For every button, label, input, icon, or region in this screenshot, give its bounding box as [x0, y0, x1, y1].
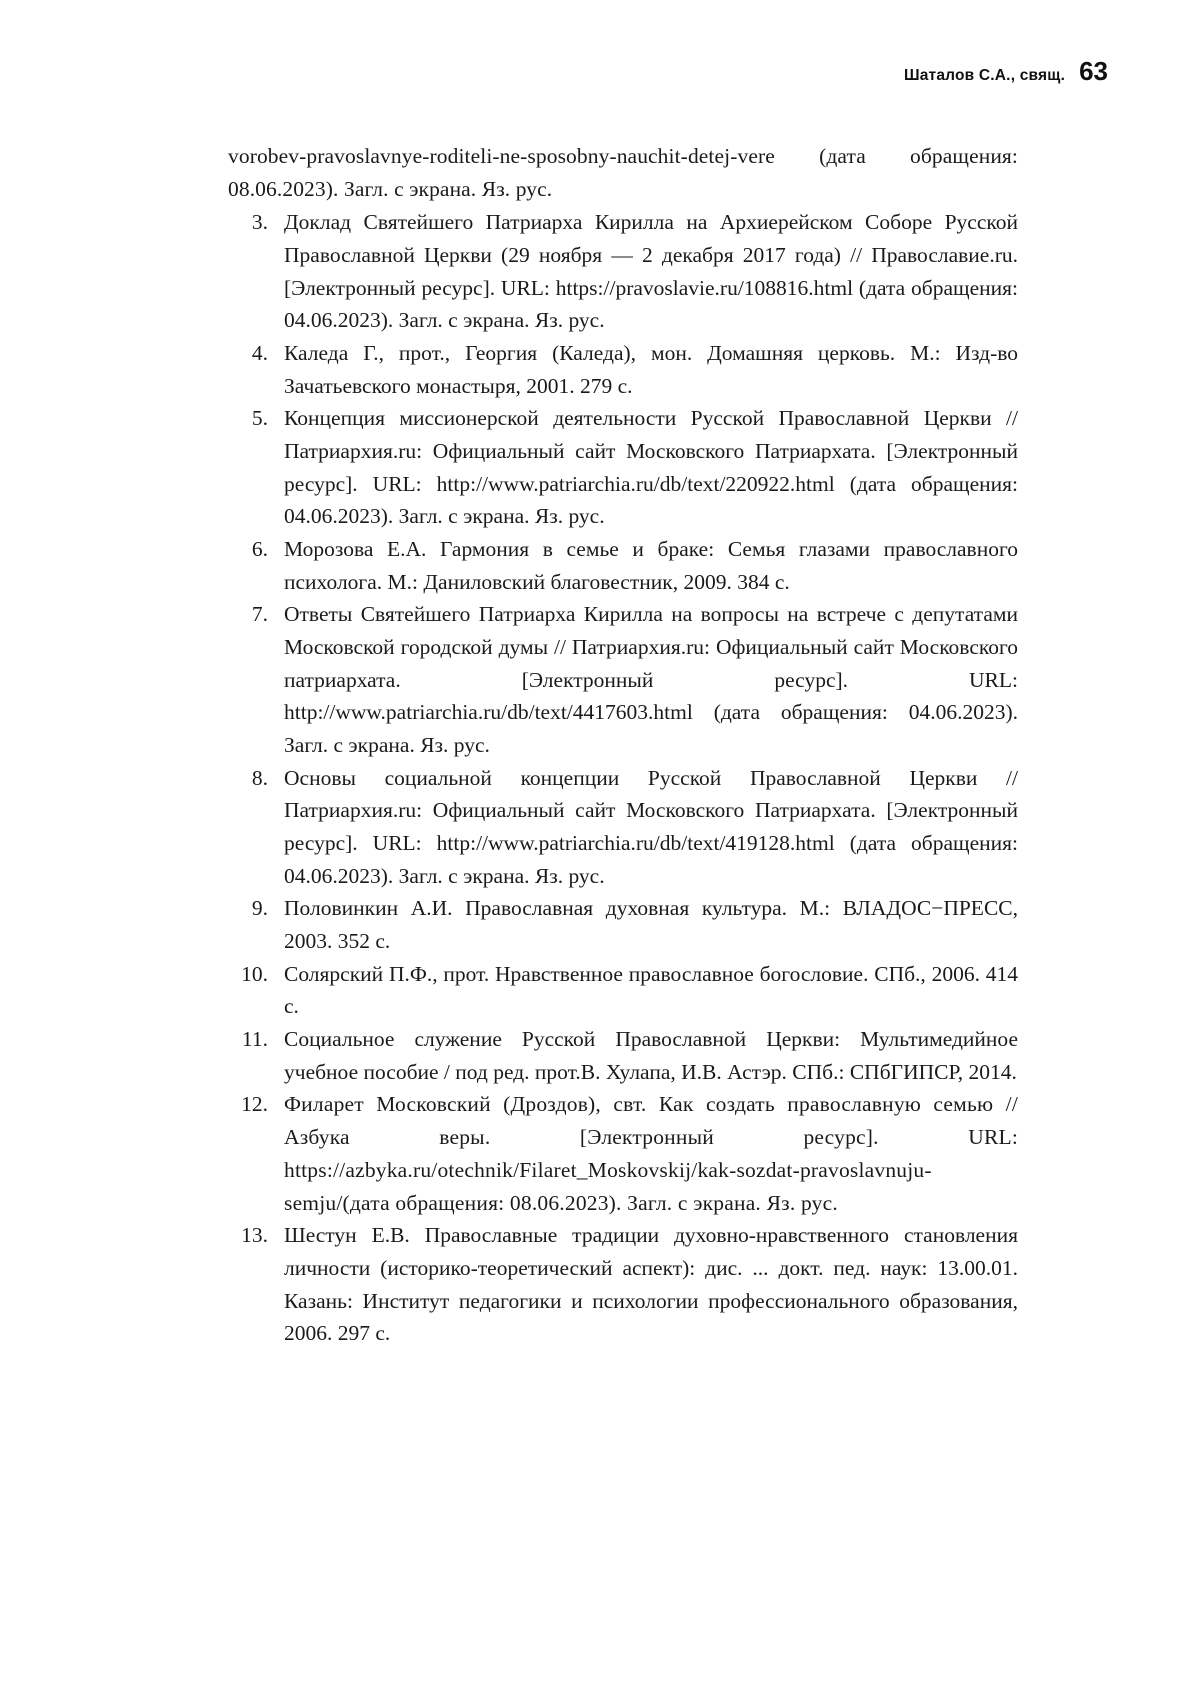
list-item-text: Каледа Г., прот., Георгия (Каледа), мон. Домашняя церковь. М.: Изд-во Зачатьевского монастыря, 2001. 279 с.: [284, 341, 1018, 398]
list-item-number: 9.: [251, 896, 268, 921]
list-item-number: 13.: [241, 1223, 268, 1248]
running-head: [904, 58, 1108, 85]
bibliography-list: [228, 140, 1018, 1350]
list-item: [228, 337, 1018, 402]
list-item-text: Доклад Святейшего Патриарха Кирилла на Архиерейском Соборе Русской Православной Церкви (29 ноября — 2 декабря 2017 года) // Православие.ru. [Электронный ресурс]. URL: https://pravoslavie.ru/108816.html (дата обращения: 04.06.2023). Загл. с экрана. Яз. рус.: [284, 210, 1018, 333]
list-item-number: 12.: [241, 1092, 268, 1117]
list-item: [228, 958, 1018, 1023]
list-item-text: Основы социальной концепции Русской Православной Церкви // Патриархия.ru: Официальный сайт Московского Патриархата. [Электронный ресурс]. URL: http://www.patriarchia.ru/db/text/419128.html (дата обращения: 04.06.2023). Загл. с экрана. Яз. рус.: [284, 765, 1018, 888]
list-item-text: Морозова Е.А. Гармония в семье и браке: Семья глазами православного психолога. М.: Даниловский благовестник, 2009. 384 с.: [284, 537, 1018, 594]
list-item-number: 8.: [251, 765, 268, 790]
list-item: [228, 1023, 1018, 1088]
list-item: [228, 598, 1018, 761]
list-item-text: Шестун Е.В. Православные традиции духовно-нравственного становления личности (историко-теоретический аспект): дис. ... докт. пед. наук: 13.00.01. Казань: Институт педагогики и психологии профессионального образования, 2006. 297 с.: [284, 1223, 1018, 1346]
list-item: [228, 1088, 1018, 1219]
continued-entry-text: vorobev-pravoslavnye-roditeli-ne-sposobny-nauchit-detej-vere (дата обращения: 08.06.2023). Загл. с экрана. Яз. рус.: [228, 144, 1018, 201]
list-item-number: 5.: [251, 406, 268, 431]
list-item-number: 4.: [251, 341, 268, 366]
list-item-number: 7.: [251, 602, 268, 627]
list-item: [228, 206, 1018, 337]
list-item-text: Филарет Московский (Дроздов), свт. Как создать православную семью // Азбука веры. [Электронный ресурс]. URL: https://azbyka.ru/otechnik/Filaret_Moskovskij/kak-sozdat-pravoslavnuju-semju/(дата обращения: 08.06.2023). Загл. с экрана. Яз. рус.: [284, 1092, 1018, 1215]
list-item-number: 11.: [241, 1027, 268, 1052]
list-item-text: Ответы Святейшего Патриарха Кирилла на вопросы на встрече с депутатами Московской городской думы // Патриархия.ru: Официальный сайт Московского патриархата. [Электронный ресурс]. URL: http://www.patriarchia.ru/db/text/4417603.html (дата обращения: 04.06.2023). Загл. с экрана. Яз. рус.: [284, 602, 1018, 758]
list-item: [228, 1219, 1018, 1350]
list-item-text: Половинкин А.И. Православная духовная культура. М.: ВЛАДОС−ПРЕСС, 2003. 352 с.: [284, 896, 1018, 954]
list-item-number: 10.: [241, 961, 268, 986]
list-item: [228, 762, 1018, 893]
list-item: [228, 892, 1018, 957]
list-item-text: Социальное служение Русской Православной Церкви: Мультимедийное учебное пособие / под ред. прот.В. Хулапа, И.В. Астэр. СПб.: СПбГИПСР, 2014.: [284, 1027, 1018, 1084]
list-item-text: Солярский П.Ф., прот. Нравственное православное богословие. СПб., 2006. 414 с.: [284, 961, 1018, 1019]
list-item: [228, 533, 1018, 598]
page-number: 63: [1079, 56, 1108, 86]
list-item-text: Концепция миссионерской деятельности Русской Православной Церкви // Патриархия.ru: Официальный сайт Московского Патриархата. [Электронный ресурс]. URL: http://www.patriarchia.ru/db/text/220922.html (дата обращения: 04.06.2023). Загл. с экрана. Яз. рус.: [284, 406, 1018, 529]
list-item: [228, 402, 1018, 533]
list-item-number: 6.: [251, 537, 268, 562]
running-head-author: Шаталов С.А., свящ.: [903, 67, 1066, 84]
list-item-number: 3.: [251, 210, 268, 235]
